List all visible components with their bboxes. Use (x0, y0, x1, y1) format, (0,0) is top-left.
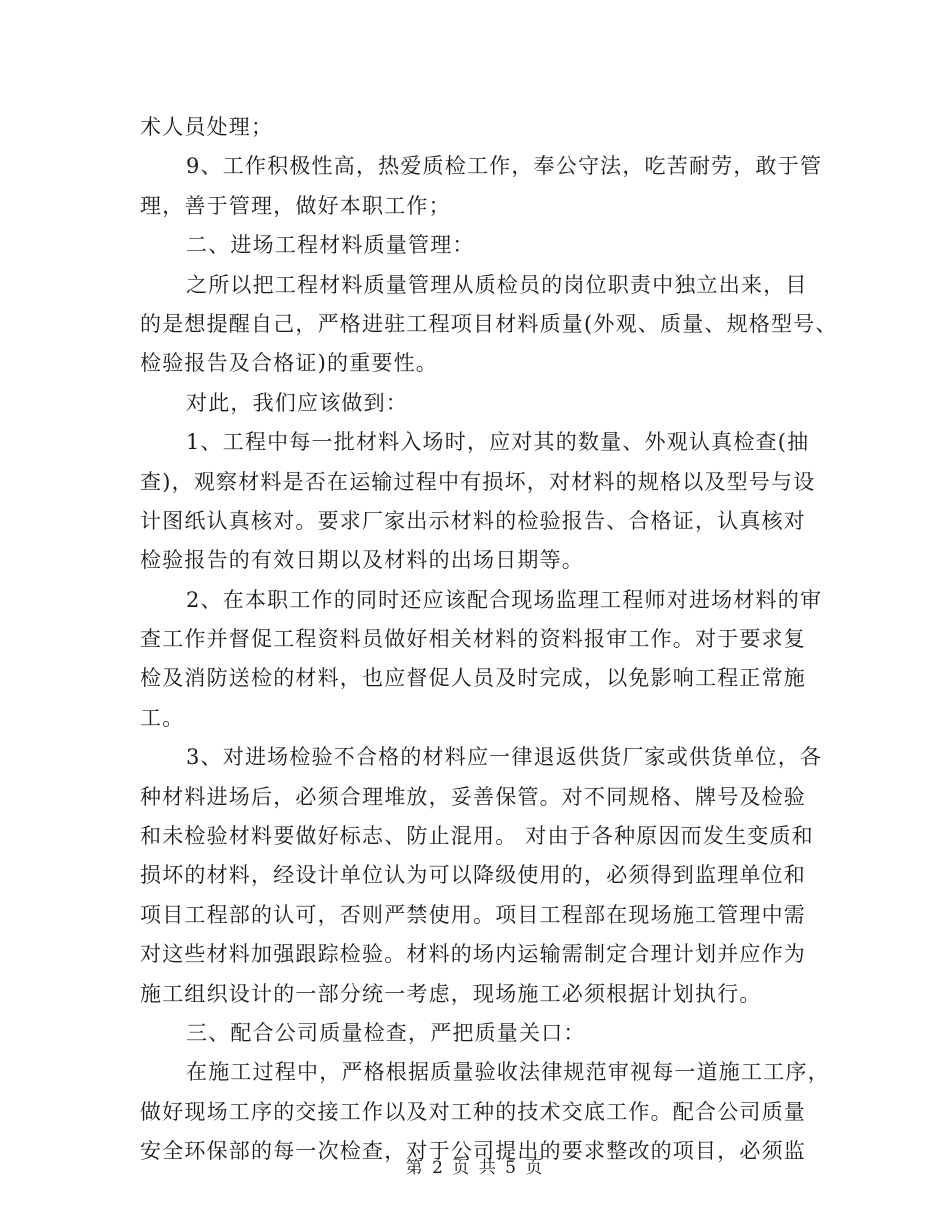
text-line: 9、工作积极性高，热爱质检工作，奉公守法，吃苦耐劳，敢于管 (186, 154, 823, 179)
text-line: 损坏的材料，经设计单位认为可以降级使用的，必须得到监理单位和 (140, 863, 806, 888)
text-line: 之所以把工程材料质量管理从质检员的岗位职责中独立出来，目 (186, 272, 808, 297)
text-line: 施工组织设计的一部分统一考虑，现场施工必须根据计划执行。 (140, 981, 762, 1006)
text-line: 检验报告及合格证)的重要性。 (140, 351, 438, 376)
document-body (140, 108, 838, 1172)
text-line: 查)，观察材料是否在运输过程中有损坏，对材料的规格以及型号与设 (140, 469, 816, 494)
text-line: 理，善于管理，做好本职工作； (140, 193, 451, 218)
text-line: 术人员处理； (140, 115, 274, 139)
text-line: 2、在本职工作的同时还应该配合现场监理工程师对进场材料的审 (186, 587, 823, 612)
page-footer: 第 2 页 共 5 页 (405, 1158, 545, 1178)
text-line: 三、配合公司质量检查，严把质量关口： (186, 1020, 586, 1045)
text-line: 安全环保部的每一次检查，对于公司提出的要求整改的项目，必须监 (140, 1139, 806, 1164)
text-line: 对此，我们应该做到： (186, 390, 408, 415)
text-line: 项目工程部的认可，否则严禁使用。项目工程部在现场施工管理中需 (140, 902, 806, 927)
text-line: 查工作并督促工程资料员做好相关材料的资料报审工作。对于要求复 (140, 627, 806, 652)
text-line: 的是想提醒自己，严格进驻工程项目材料质量(外观、质量、规格型号、 (140, 311, 838, 336)
text-line: 1、工程中每一批材料入场时，应对其的数量、外观认真检查(抽 (186, 430, 810, 455)
text-line: 3、对进场检验不合格的材料应一律退返供货厂家或供货单位，各 (186, 745, 823, 770)
text-line: 检验报告的有效日期以及材料的出场日期等。 (140, 548, 584, 573)
text-line: 计图纸认真核对。要求厂家出示材料的检验报告、合格证，认真核对 (140, 508, 806, 533)
text-line: 在施工过程中，严格根据质量验收法律规范审视每一道施工工序， (186, 1060, 830, 1085)
text-line: 和未检验材料要做好标志、防止混用。 对由于各种原因而发生变质和 (140, 824, 814, 849)
text-line: 对这些材料加强跟踪检验。材料的场内运输需制定合理计划并应作为 (140, 942, 806, 967)
text-line: 工。 (140, 705, 185, 730)
text-line: 种材料进场后，必须合理堆放，妥善保管。对不同规格、牌号及检验 (140, 784, 806, 809)
text-line: 检及消防送检的材料，也应督促人员及时完成，以免影响工程正常施 (140, 666, 806, 691)
text-line: 做好现场工序的交接工作以及对工种的技术交底工作。配合公司质量 (140, 1099, 806, 1124)
text-line: 二、进场工程材料质量管理： (186, 233, 475, 258)
